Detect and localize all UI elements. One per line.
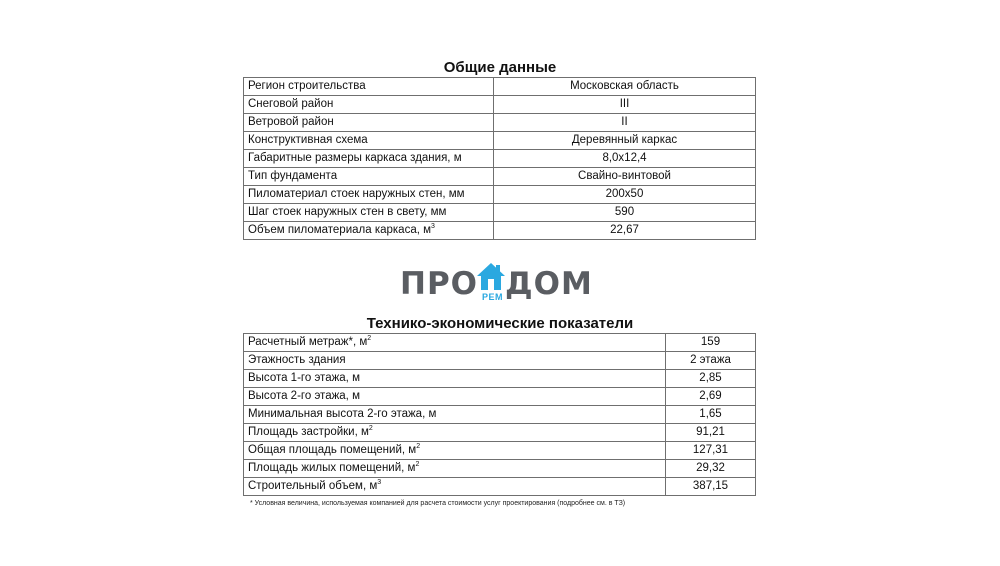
table-row [244,460,756,478]
unit-exponent: 2 [367,335,372,343]
table-row [244,370,756,388]
row-value: 159 [666,334,756,352]
table-row [244,168,756,186]
table-row [244,114,756,132]
row-label: Расчетный метраж*, $м^2$ [244,334,666,352]
row-value: 2,69 [666,388,756,406]
row-label: Пиломатериал стоек наружных стен, мм [244,186,494,204]
table-row [244,334,756,352]
row-label: Конструктивная схема [244,132,494,150]
logo-sub-word: РЕМ [482,292,504,302]
table-row [244,186,756,204]
general-data-table [243,77,756,240]
footnote: * Условная величина, используемая компанией для расчета стоимости услуг проектирования (подробнее см. в ТЗ) [250,500,626,507]
row-value: 1,65 [666,406,756,424]
table-row [244,132,756,150]
row-value: 2,85 [666,370,756,388]
row-label: Шаг стоек наружных стен в свету, мм [244,204,494,222]
company-logo [398,262,602,306]
tech-indicators-title: Технико-экономические показатели [366,315,634,332]
table-row [244,478,756,496]
row-label: Общая площадь помещений, $м^2$ [244,442,666,460]
row-label: Строительный объем, $м^3$ [244,478,666,496]
row-value: 22,67 [494,222,756,240]
row-value: 127,31 [666,442,756,460]
row-label: Тип фундамента [244,168,494,186]
row-label: Площадь жилых помещений, $м^2$ [244,460,666,478]
unit-exponent: 2 [368,425,373,433]
row-value: II [494,114,756,132]
unit-exponent: 2 [416,443,421,451]
table-row [244,150,756,168]
table-row [244,222,756,240]
tech-indicators-table [243,333,756,496]
row-label: Габаритные размеры каркаса здания, м [244,150,494,168]
general-data-title: Общие данные [443,59,557,76]
row-value: 2 этажа [666,352,756,370]
table-row [244,388,756,406]
row-label: Высота 1-го этажа, м [244,370,666,388]
row-value: Свайно-винтовой [494,168,756,186]
row-value: III [494,96,756,114]
table-row [244,78,756,96]
row-value: Деревянный каркас [494,132,756,150]
unit-exponent: 3 [377,479,382,487]
table-row [244,352,756,370]
row-value: 590 [494,204,756,222]
row-label: Минимальная высота 2-го этажа, м [244,406,666,424]
table-row [244,442,756,460]
row-label: Снеговой район [244,96,494,114]
table-row [244,406,756,424]
row-value: 8,0х12,4 [494,150,756,168]
row-value: 387,15 [666,478,756,496]
row-label: Этажность здания [244,352,666,370]
row-value: 29,32 [666,460,756,478]
table-row [244,96,756,114]
row-label: Ветровой район [244,114,494,132]
row-value: 91,21 [666,424,756,442]
unit-exponent: 3 [431,223,435,231]
unit-exponent: 2 [415,461,420,469]
row-label: Площадь застройки, $м^2$ [244,424,666,442]
logo-word-right: ДОМ [505,266,593,302]
row-label: Высота 2-го этажа, м [244,388,666,406]
table-row [244,424,756,442]
house-icon [476,262,506,294]
table-row [244,204,756,222]
row-value: 200х50 [494,186,756,204]
logo-word-left: ПРО [400,266,479,302]
row-label: Объем пиломатериала каркаса, $м^3$ [244,222,494,240]
row-value: Московская область [494,78,756,96]
row-label: Регион строительства [244,78,494,96]
